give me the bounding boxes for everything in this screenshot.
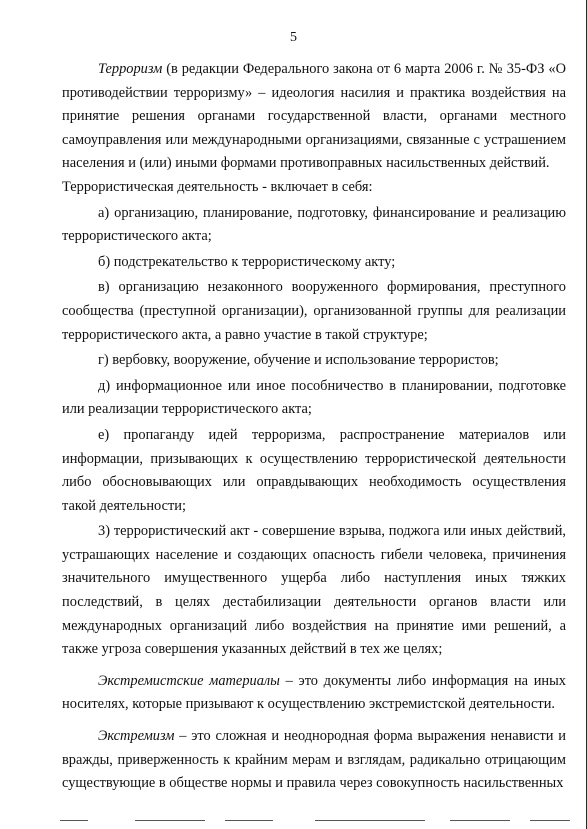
extremist-materials-text: – это документы либо информация на иных носителях, которые призывают к осуществлению экстремистской деятельности. [62, 672, 566, 713]
extremism-text: – это сложная и неоднородная форма выражения ненависти и вражды, приверженность к крайним мерам и взглядам, радикально отрицающим существующие в обществе нормы и правила через совокупность насильственных [62, 728, 566, 792]
list-item-d: д) информационное или иное пособничество в планировании, подготовке или реализации террористического акта; [62, 377, 566, 418]
list-item-e: е) пропаганду идей терроризма, распространение материалов или информации, призывающих к осуществлению террористической деятельности либо обосновывающих или оправдывающих необходимость осуществления такой деятельности; [62, 426, 566, 514]
paragraph-terrorism-definition [62, 58, 566, 176]
list-item-b: б) подстрекательство к террористическому акту; [98, 253, 396, 270]
terrorism-definition-text: (в редакции Федерального закона от 6 марта 2006 г. № 35-ФЗ «О противодействии терроризму» – идеология насилия и практика воздействия на принятие решения органами государственной власти, органами местного самоуправления или международными организациями, связанные с устрашением населения и (или) иными формами противоправных насильственных действий. [62, 61, 566, 172]
term-extremism: Экстремизм [98, 728, 175, 745]
page-number: 5 [290, 30, 297, 45]
paragraph-terrorist-act: 3) террористический акт - совершение взрыва, поджога или иных действий, устрашающих население и создающих опасность гибели человека, причинения значительного имущественного ущерба либо наступления иных тяжких последствий, в целях дестабилизации деятельности органов власти или международных организаций либо воздействия на принятие ими решений, а также угроза совершения указанных действий в тех же целях; [62, 523, 566, 658]
term-extremist-materials: Экстремистские материалы [98, 672, 280, 689]
paragraph-extremist-materials [62, 670, 566, 717]
paragraph-terrorist-activity-intro: Террористическая деятельность - включает в себя: [62, 178, 373, 195]
list-item-v: в) организацию незаконного вооруженного формирования, преступного сообщества (преступной организации), организованной группы для реализации террористического акта, а равно участие в такой структуре; [62, 279, 566, 343]
cut-off-text-line [60, 818, 570, 824]
term-terrorism: Терроризм [98, 61, 163, 77]
paragraph-extremism [62, 725, 566, 796]
document-body [62, 58, 566, 796]
list-item-g: г) вербовку, вооружение, обучение и использование террористов; [98, 352, 499, 369]
list-item-a: а) организацию, планирование, подготовку, финансирование и реализацию террористического акта; [62, 204, 566, 245]
